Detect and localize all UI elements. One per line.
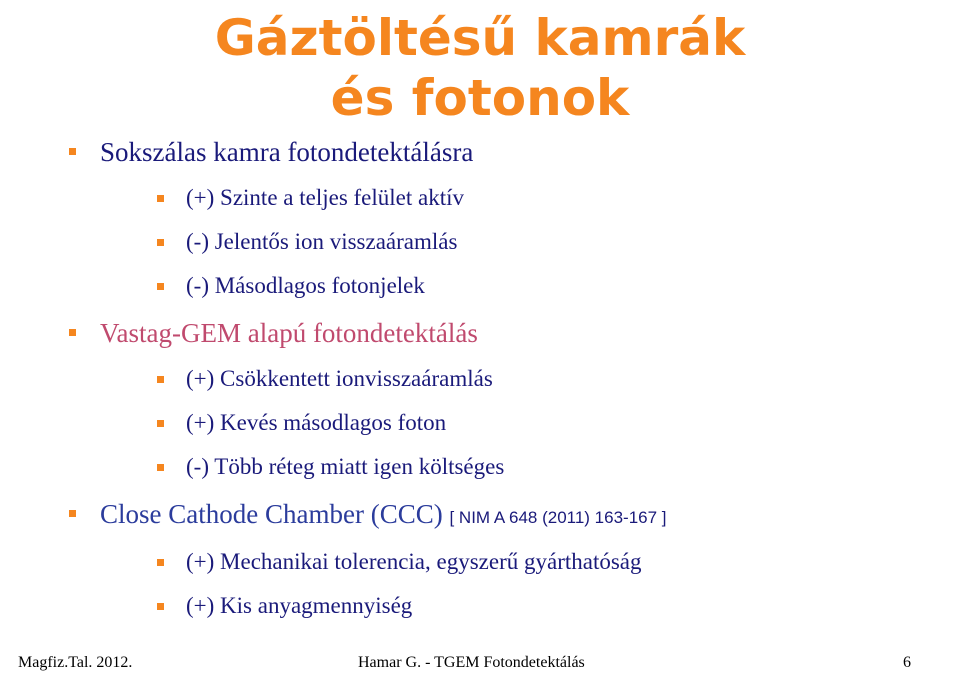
section-heading [100,498,667,534]
square-bullet-icon [157,195,164,202]
page-number: 6 [903,654,911,671]
square-bullet-icon [157,559,164,566]
list-item: (-) Másodlagos fotonjelek [186,273,425,298]
square-bullet-icon [69,148,76,155]
footer-left: Magfiz.Tal. 2012. [18,654,133,671]
list-item: (+) Csökkentett ionvisszaáramlás [186,366,493,391]
slide-title [150,8,810,128]
square-bullet-icon [157,283,164,290]
square-bullet-icon [157,376,164,383]
list-item: (-) Jelentős ion visszaáramlás [186,229,458,254]
square-bullet-icon [157,464,164,471]
square-bullet-icon [157,420,164,427]
list-item: (+) Szinte a teljes felület aktív [186,185,465,210]
section-heading: Sokszálas kamra fotondetektálásra [100,137,474,167]
list-item: (+) Kevés másodlagos foton [186,410,447,435]
section-heading-text: Close Cathode Chamber (CCC) [100,499,443,529]
slide-title-line-1: Gáztöltésű kamrák [214,9,746,67]
section-heading: Vastag-GEM alapú fotondetektálás [100,318,478,348]
slide-title-line-2: és fotonok [330,69,630,127]
square-bullet-icon [69,329,76,336]
square-bullet-icon [69,510,76,517]
square-bullet-icon [157,603,164,610]
reference-citation: [ NIM A 648 (2011) 163-167 ] [449,508,667,527]
list-item: (+) Mechanikai tolerencia, egyszerű gyárthatóság [186,549,642,574]
square-bullet-icon [157,239,164,246]
list-item: (+) Kis anyagmennyiség [186,593,413,618]
footer-center: Hamar G. - TGEM Fotondetektálás [358,654,585,671]
list-item: (-) Több réteg miatt igen költséges [186,454,505,479]
